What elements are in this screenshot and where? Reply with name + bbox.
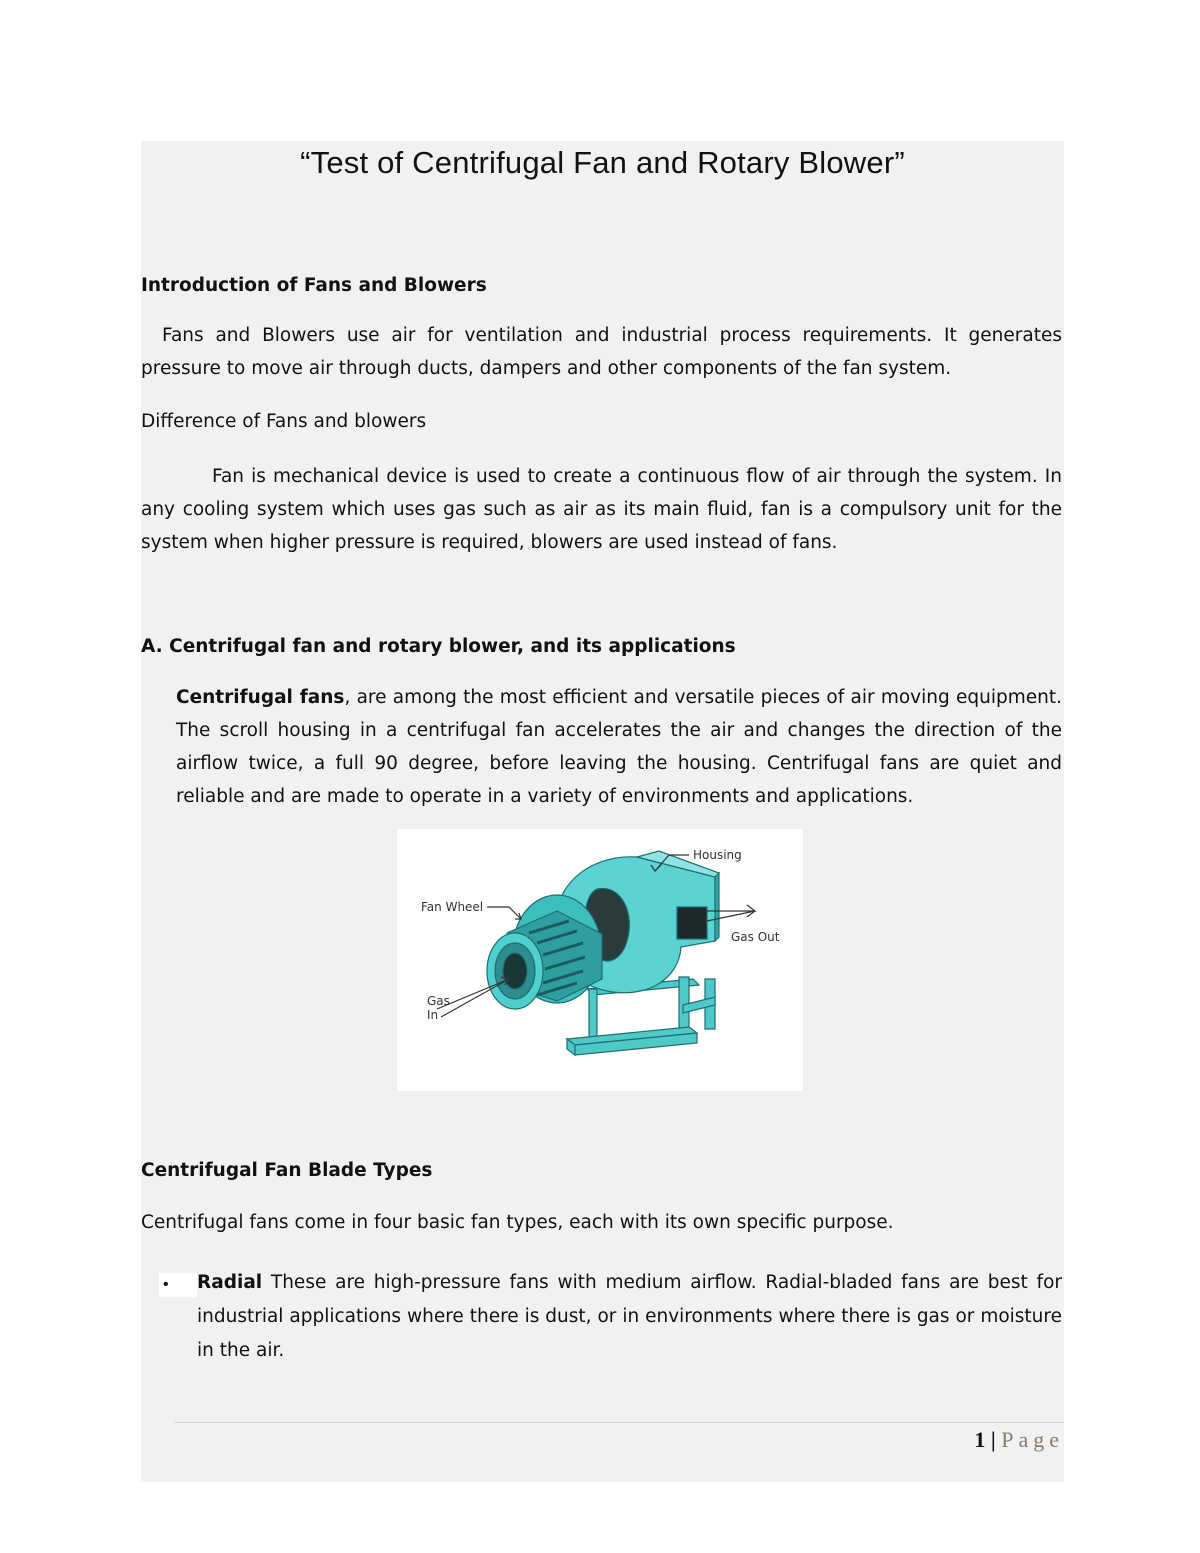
section-a-heading: A. Centrifugal fan and rotary blower, and its applications xyxy=(141,636,736,657)
footer-divider xyxy=(175,1422,1064,1423)
bullet-radial-term: Radial xyxy=(197,1272,263,1293)
document-page xyxy=(141,141,1064,1482)
label-fan-wheel: Fan Wheel xyxy=(421,900,484,914)
blade-types-intro: Centrifugal fans come in four basic fan types, each with its own specific purpose. xyxy=(141,1212,894,1233)
intro-paragraph: Fans and Blowers use air for ventilation and industrial process requirements. It generates pressure to move air through ducts, dampers and other components of the fan system. xyxy=(141,325,1062,379)
bullet-radial-text: These are high-pressure fans with medium airflow. Radial-bladed fans are best for industrial applications where there is dust, or in environments where there is gas or moisture in the air. xyxy=(197,1272,1062,1361)
centrifugal-fan-illustration xyxy=(397,829,803,1091)
blade-types-heading: Centrifugal Fan Blade Types xyxy=(141,1160,433,1181)
intro-heading: Introduction of Fans and Blowers xyxy=(141,275,487,296)
bullet-radial xyxy=(197,1266,1062,1368)
page-footer xyxy=(974,1427,1064,1453)
difference-heading: Difference of Fans and blowers xyxy=(141,411,427,432)
page-number: 1 xyxy=(974,1427,986,1452)
centrifugal-text: , are among the most efficient and versatile pieces of air moving equipment. The scroll housing in a centrifugal fan accelerates the air and changes the direction of the airflow twice, a full 90 degree, before leaving the housing. Centrifugal fans are quiet and reliable and are made to operate in a variety of environments and applications. xyxy=(176,687,1063,807)
centrifugal-paragraph xyxy=(176,681,1062,813)
page-label: Page xyxy=(1001,1427,1064,1452)
centrifugal-fan-figure xyxy=(397,829,803,1091)
label-gas-in-1: Gas xyxy=(427,994,450,1008)
bullet-marker: • xyxy=(159,1273,197,1297)
document-title: “Test of Centrifugal Fan and Rotary Blower” xyxy=(300,145,905,180)
label-gas-in-2: In xyxy=(427,1008,439,1022)
centrifugal-term: Centrifugal fans xyxy=(176,687,345,708)
page-separator: | xyxy=(985,1427,1002,1452)
difference-paragraph: Fan is mechanical device is used to create a continuous flow of air through the system. In any cooling system which uses gas such as air as its main fluid, fan is a compulsory unit for the system when higher pressure is required, blowers are used instead of fans. xyxy=(141,466,1062,553)
label-gas-out: Gas Out xyxy=(731,930,780,944)
label-housing: Housing xyxy=(693,848,742,862)
